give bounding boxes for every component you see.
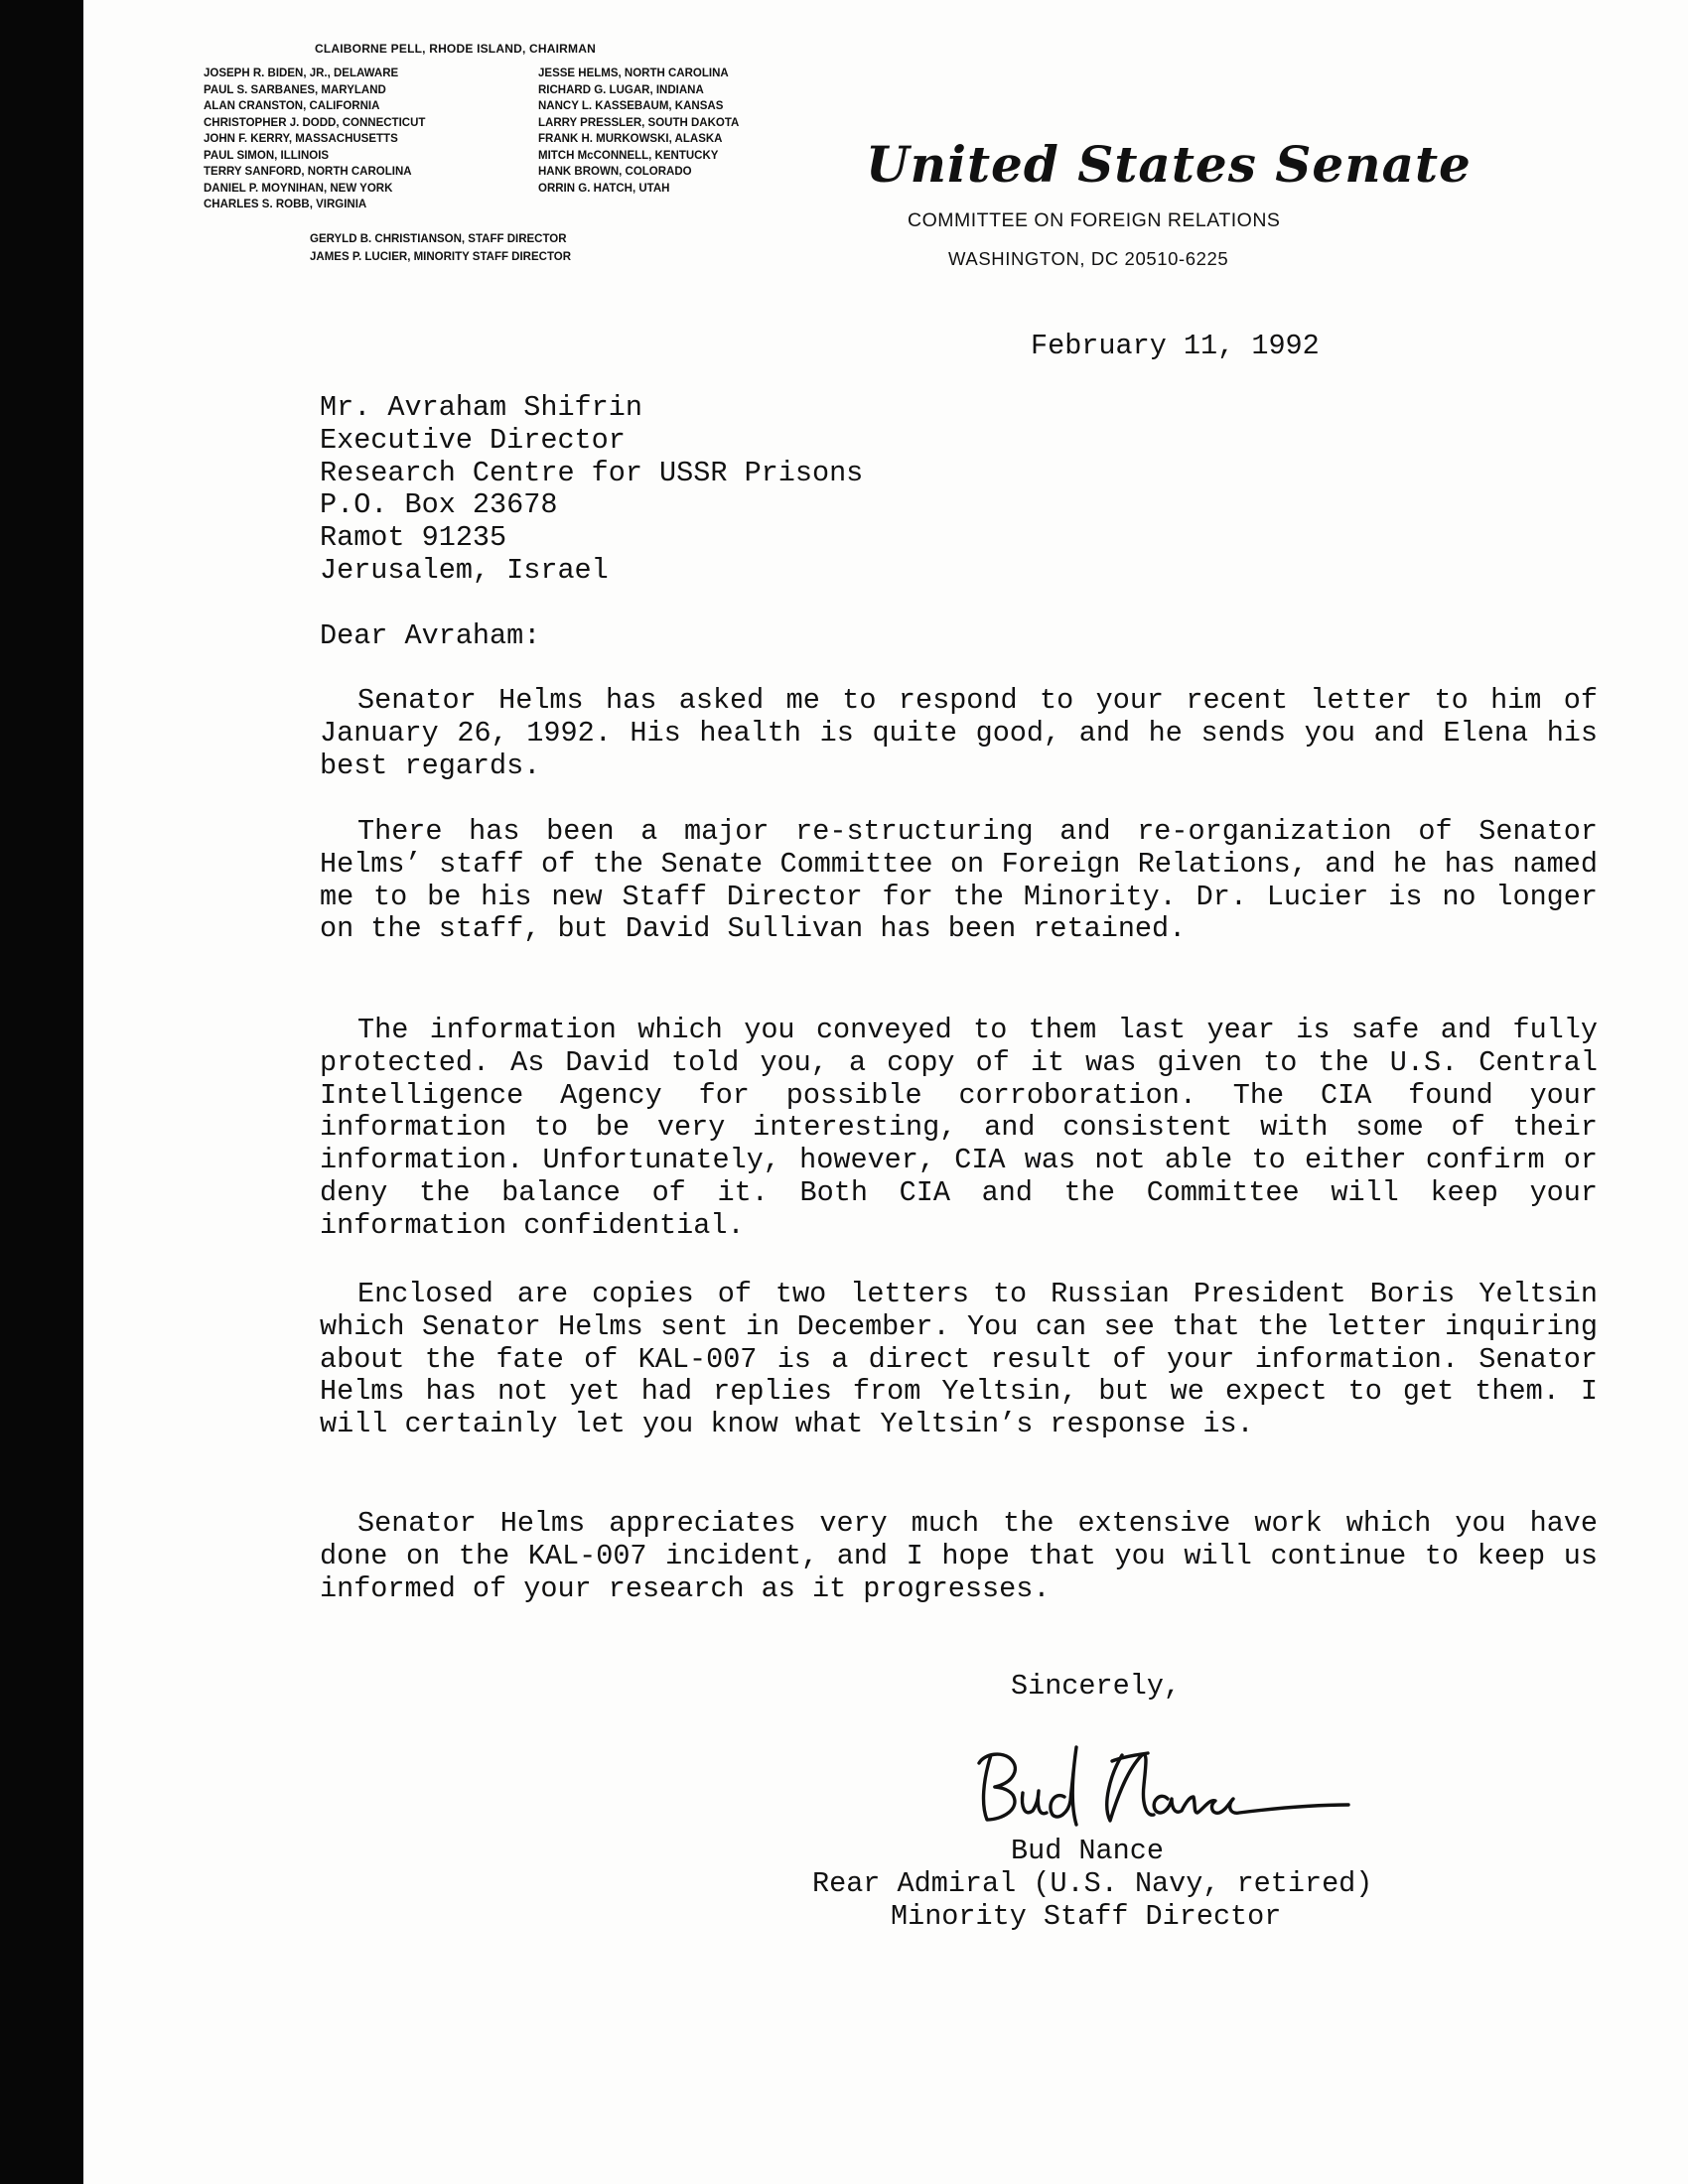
signer-name: Bud Nance [1011,1835,1164,1867]
committee-name: COMMITTEE ON FOREIGN RELATIONS [908,209,1281,231]
member-name: MITCH McCONNELL, KENTUCKY [538,149,719,162]
body-paragraph: There has been a major re-structuring and re-organization of Senator Helms’ staff of the Senate Committee on Foreign Relations, and he has named me to be his new Staff Director for the Minority. Dr. Lucier is no longer on the staff, but David Sullivan has been retained. [320,815,1598,946]
scan-border [0,0,83,2184]
member-name: CHARLES S. ROBB, VIRGINIA [204,199,367,210]
letter-date: February 11, 1992 [1031,330,1320,362]
staff-directors [310,230,571,266]
recipient-name: Mr. Avraham Shifrin [320,391,642,424]
handwritten-signature [973,1725,1370,1844]
recipient-title: Executive Director [320,423,626,457]
closing: Sincerely, [1011,1670,1182,1703]
recipient-po-box: P.O. Box 23678 [320,488,558,522]
committee-address: WASHINGTON, DC 20510-6225 [948,248,1229,269]
member-name: ALAN CRANSTON, CALIFORNIA [204,100,380,112]
member-name: FRANK H. MURKOWSKI, ALASKA [538,133,723,145]
salutation: Dear Avraham: [320,619,541,652]
senate-title: United States Senate [866,135,1472,194]
chairman-line: CLAIBORNE PELL, RHODE ISLAND, CHAIRMAN [315,42,596,56]
majority-members-list [204,66,425,213]
minority-members-list [538,66,739,197]
member-name: TERRY SANFORD, NORTH CAROLINA [204,166,412,178]
member-name: CHRISTOPHER J. DODD, CONNECTICUT [204,116,426,129]
recipient-address-block [320,392,863,588]
recipient-organization: Research Centre for USSR Prisons [320,456,864,489]
signer-position: Minority Staff Director [891,1900,1282,1933]
body-paragraph: The information which you conveyed to them last year is safe and fully protected. As David told you, a copy of it was given to the U.S. Central Intelligence Agency for possible corroboration. The CIA found your information to be very interesting, and consistent with some of their information. Unfortunately, however, CIA was not able to either confirm or deny the balance of it. Both CIA and the Committee will keep your information confidential. [320,1014,1598,1242]
member-name: DANIEL P. MOYNIHAN, NEW YORK [204,182,393,195]
body-paragraph: Senator Helms has asked me to respond to your recent letter to him of January 26, 1992. His health is quite good, and he sends you and Elena his best regards. [320,684,1598,782]
member-name: JOSEPH R. BIDEN, JR., DELAWARE [204,68,399,79]
recipient-country: Jerusalem, Israel [320,553,609,587]
staff-director-line: GERYLD B. CHRISTIANSON, STAFF DIRECTOR [310,233,567,245]
member-name: PAUL S. SARBANES, MARYLAND [204,83,386,96]
signer-rank: Rear Admiral (U.S. Navy, retired) [812,1867,1373,1900]
member-name: ORRIN G. HATCH, UTAH [538,182,670,195]
member-name: LARRY PRESSLER, SOUTH DAKOTA [538,116,740,129]
recipient-city: Ramot 91235 [320,521,507,555]
member-name: PAUL SIMON, ILLINOIS [204,149,330,162]
member-name: RICHARD G. LUGAR, INDIANA [538,83,704,96]
body-paragraph: Enclosed are copies of two letters to Russian President Boris Yeltsin which Senator Helms sent in December. You can see that the letter inquiring about the fate of KAL-007 is a direct result of your information. Senator Helms has not yet had replies from Yeltsin, but we expect to get them. I will certainly let you know what Yeltsin’s response is. [320,1278,1598,1441]
member-name: JESSE HELMS, NORTH CAROLINA [538,68,729,79]
member-name: NANCY L. KASSEBAUM, KANSAS [538,100,724,112]
body-paragraph: Senator Helms appreciates very much the extensive work which you have done on the KAL-007 incident, and I hope that you will continue to keep us informed of your research as it progresses. [320,1507,1598,1605]
member-name: HANK BROWN, COLORADO [538,166,692,178]
minority-staff-director-line: JAMES P. LUCIER, MINORITY STAFF DIRECTOR [310,251,572,263]
member-name: JOHN F. KERRY, MASSACHUSETTS [204,133,398,145]
